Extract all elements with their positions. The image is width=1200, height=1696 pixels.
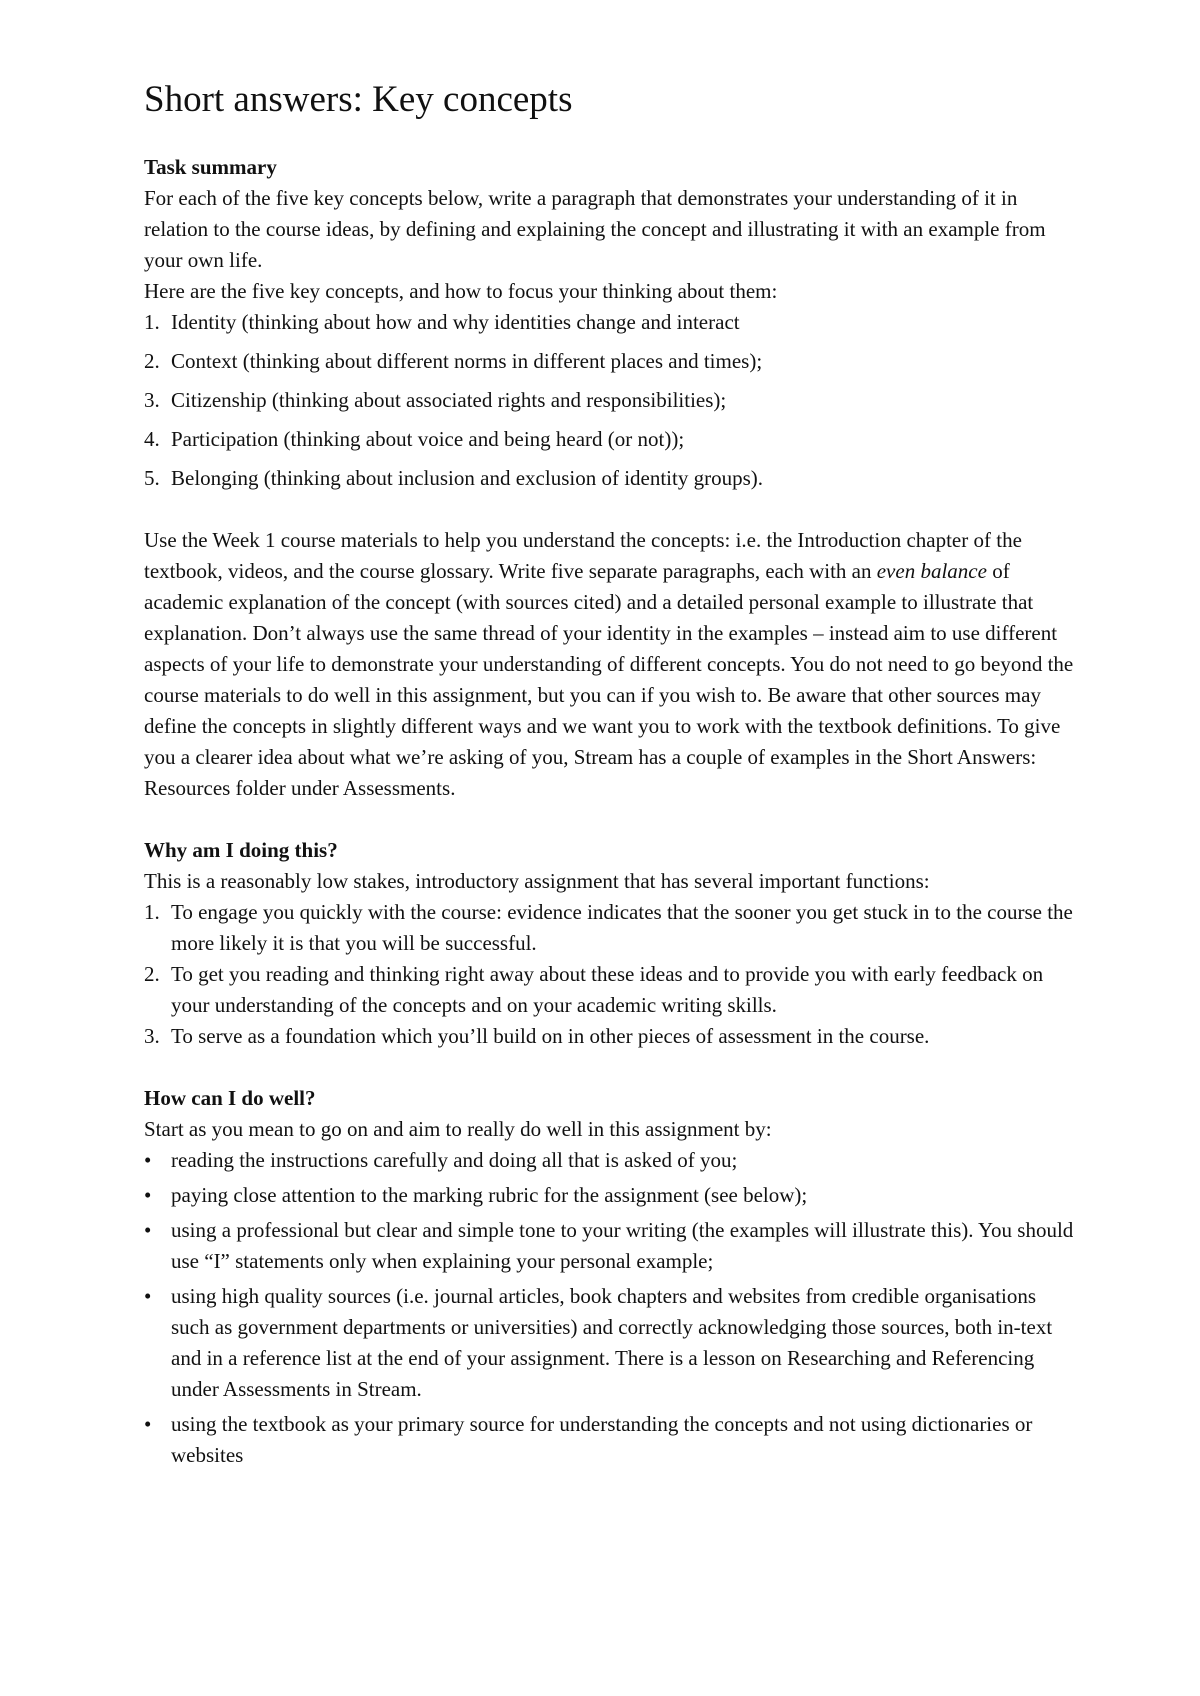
- list-item-text: Belonging (thinking about inclusion and exclusion of identity groups).: [171, 466, 764, 490]
- how-intro: Start as you mean to go on and aim to really do well in this assignment by:: [144, 1117, 772, 1141]
- how-list: [144, 1145, 1074, 1471]
- instructions-emphasis: even balance: [876, 559, 987, 583]
- list-number: 1.: [144, 900, 160, 924]
- list-item: [144, 346, 1074, 377]
- list-item-text: Identity (thinking about how and why identities change and interact: [171, 310, 740, 334]
- why-list: [144, 897, 1074, 1052]
- list-item: [144, 1145, 1074, 1176]
- list-item: [144, 424, 1074, 455]
- list-number: 3.: [144, 388, 160, 412]
- list-item-text: Participation (thinking about voice and being heard (or not));: [171, 427, 685, 451]
- bullet-icon: •: [144, 1218, 152, 1242]
- list-item: [144, 463, 1074, 494]
- bullet-icon: •: [144, 1183, 152, 1207]
- instructions-text-start: Use the Week 1 course materials to help you understand the concepts: i.e. the Introduction chapter of the textbook, videos, and the course glossary. Write five separate paragraphs, each with an: [144, 528, 1022, 583]
- list-number: 2.: [144, 962, 160, 986]
- task-summary-heading: Task summary: [144, 155, 277, 179]
- bullet-icon: •: [144, 1284, 152, 1308]
- bullet-icon: •: [144, 1412, 152, 1436]
- list-number: 2.: [144, 349, 160, 373]
- list-item: [144, 1281, 1074, 1405]
- how-heading: How can I do well?: [144, 1086, 316, 1110]
- list-number: 1.: [144, 310, 160, 334]
- concepts-list: [144, 307, 1074, 494]
- document-page: [144, 78, 1074, 1475]
- list-item: [144, 1021, 1074, 1052]
- why-intro: This is a reasonably low stakes, introductory assignment that has several important functions:: [144, 869, 930, 893]
- task-summary-section: [144, 152, 1074, 804]
- list-item-text: paying close attention to the marking rubric for the assignment (see below);: [171, 1183, 808, 1207]
- page-title: Short answers: Key concepts: [144, 79, 573, 120]
- task-summary-intro: For each of the five key concepts below, write a paragraph that demonstrates your understanding of it in relation to the course ideas, by defining and explaining the concept and illustrating it with an example from your own life.: [144, 186, 1046, 272]
- list-item: [144, 1409, 1074, 1471]
- list-item: [144, 307, 1074, 338]
- list-item-text: using high quality sources (i.e. journal articles, book chapters and websites from credible organisations such as government departments or universities) and correctly acknowledging those sources, both in-text and in a reference list at the end of your assignment. There is a lesson on Researching and Referencing under Assessments in Stream.: [171, 1284, 1053, 1401]
- list-item-text: To engage you quickly with the course: evidence indicates that the sooner you get stuck in to the course the more likely it is that you will be successful.: [171, 900, 1073, 955]
- task-summary-lead: Here are the five key concepts, and how to focus your thinking about them:: [144, 279, 778, 303]
- instructions-text-end: of academic explanation of the concept (with sources cited) and a detailed personal example to illustrate that explanation. Don’t always use the same thread of your identity in the examples – instead aim to use different aspects of your life to demonstrate your understanding of different concepts. You do not need to go beyond the course materials to do well in this assignment, but you can if you wish to. Be aware that other sources may define the concepts in slightly different ways and we want you to work with the textbook definitions. To give you a clearer idea about what we’re asking of you, Stream has a couple of examples in the Short Answers: Resources folder under Assessments.: [144, 559, 1074, 800]
- list-number: 4.: [144, 427, 160, 451]
- list-item: [144, 1180, 1074, 1211]
- list-item: [144, 1215, 1074, 1277]
- why-heading: Why am I doing this?: [144, 838, 338, 862]
- bullet-icon: •: [144, 1148, 152, 1172]
- instructions-paragraph: [144, 525, 1074, 804]
- list-item: [144, 385, 1074, 416]
- list-item-text: using a professional but clear and simple tone to your writing (the examples will illustrate this). You should use “I” statements only when explaining your personal example;: [171, 1218, 1074, 1273]
- why-section: [144, 835, 1074, 1052]
- list-item-text: Citizenship (thinking about associated rights and responsibilities);: [171, 388, 727, 412]
- list-item-text: reading the instructions carefully and doing all that is asked of you;: [171, 1148, 738, 1172]
- list-item: [144, 897, 1074, 959]
- list-item: [144, 959, 1074, 1021]
- list-item-text: To get you reading and thinking right away about these ideas and to provide you with early feedback on your understanding of the concepts and on your academic writing skills.: [171, 962, 1044, 1017]
- list-item-text: Context (thinking about different norms in different places and times);: [171, 349, 763, 373]
- list-item-text: using the textbook as your primary source for understanding the concepts and not using dictionaries or websites: [171, 1412, 1033, 1467]
- list-item-text: To serve as a foundation which you’ll build on in other pieces of assessment in the course.: [171, 1024, 930, 1048]
- how-section: [144, 1083, 1074, 1471]
- list-number: 5.: [144, 466, 160, 490]
- list-number: 3.: [144, 1024, 160, 1048]
